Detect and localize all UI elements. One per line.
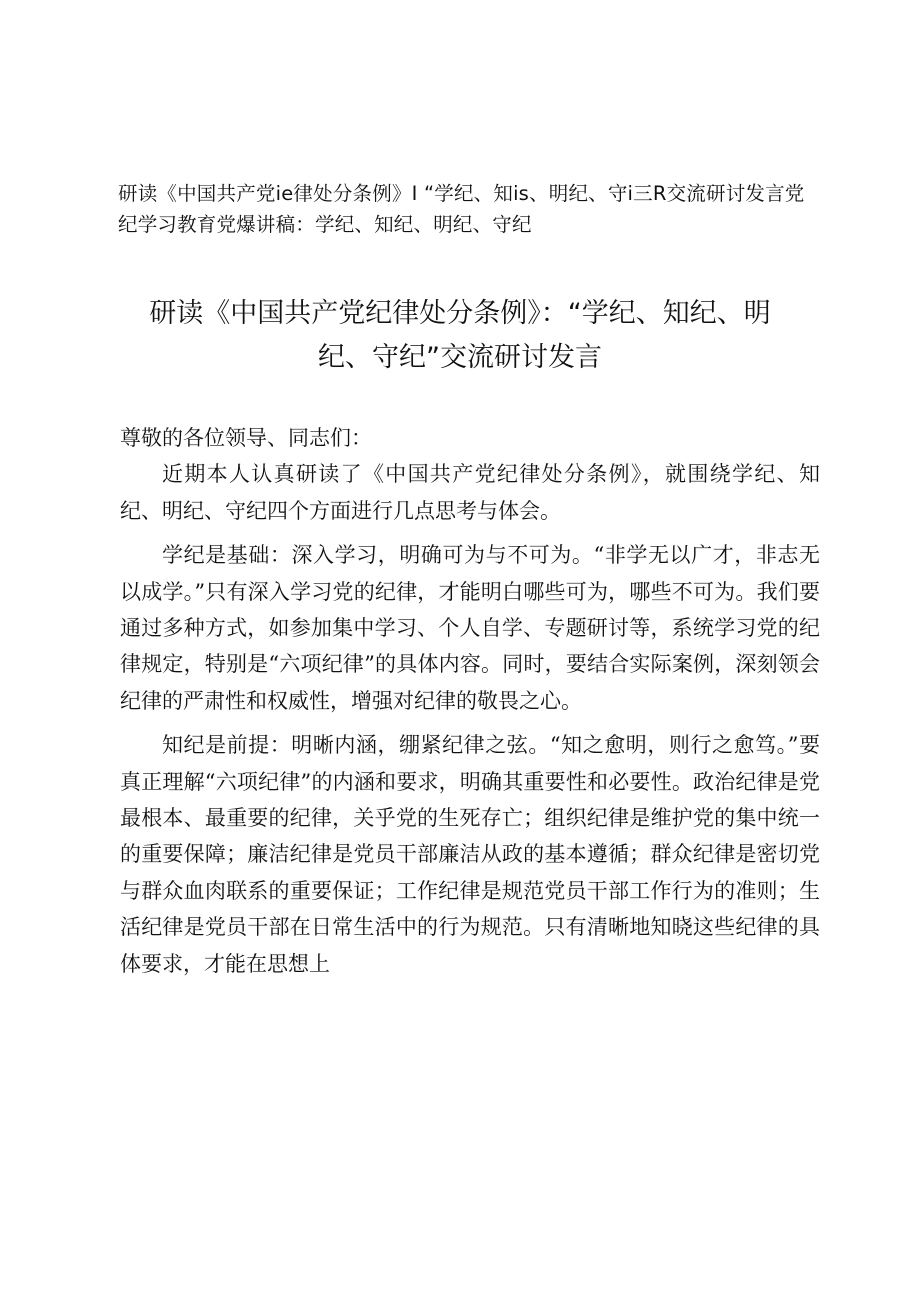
paragraph-gap (120, 529, 820, 537)
salutation: 尊敬的各位领导、同志们： (120, 426, 372, 450)
title-line-2: 纪、守纪”交流研讨发言 (318, 342, 602, 373)
page-title (110, 292, 810, 380)
paragraph-gap (120, 719, 820, 727)
paragraph-intro: 近期本人认真研读了《中国共产党纪律处分条例》，就围绕学纪、知纪、明纪、守纪四个方面进行几点思考与体会。 (120, 462, 820, 523)
document-header: 研读《中国共产党ie律处分条例》I “学纪、知is、明纪、守i三R交流研讨发言党纪学习教育党爆讲稿：学纪、知纪、明纪、守纪 (118, 182, 805, 236)
paragraph-know-discipline: 知纪是前提：明晰内涵，绷紧纪律之弦。“知之愈明，则行之愈笃。”要真正理解“六项纪律”的内涵和要求，明确其重要性和必要性。政治纪律是党最根本、最重要的纪律，关乎党的生死存亡；组织纪律是维护党的集中统一的重要保障；廉洁纪律是党员干部廉洁从政的基本遵循；群众纪律是密切党与群众血肉联系的重要保证；工作纪律是规范党员干部工作行为的准则；生活纪律是党员干部在日常生活中的行为规范。只有清晰地知晓这些纪律的具体要求，才能在思想上 (120, 733, 820, 976)
document-body (120, 420, 820, 982)
title-line-1: 研读《中国共产党纪律处分条例》：“学纪、知纪、明 (149, 298, 771, 329)
paragraph-learn-discipline: 学纪是基础：深入学习，明确可为与不可为。“非学无以广才，非志无以成学。”只有深入学习党的纪律，才能明白哪些可为，哪些不可为。我们要通过多种方式，如参加集中学习、个人自学、专题研讨等，系统学习党的纪律规定，特别是“六项纪律”的具体内容。同时，要结合实际案例，深刻领会纪律的严肃性和权威性，增强对纪律的敬畏之心。 (120, 543, 820, 713)
